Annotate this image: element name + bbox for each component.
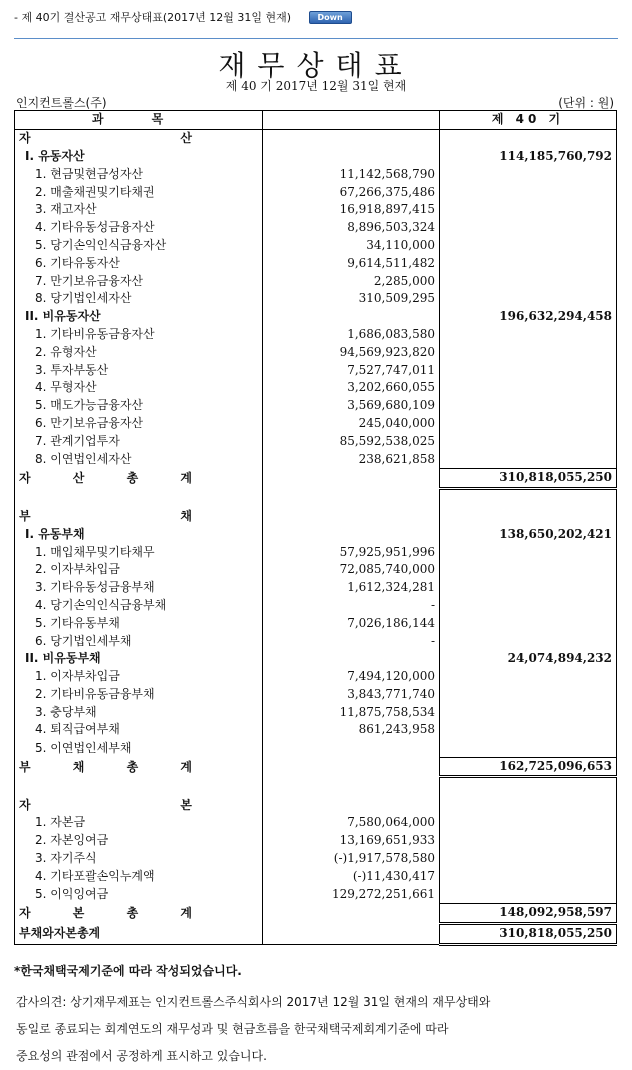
account-label: 6. 당기법인세부채 (15, 632, 263, 650)
table-row (15, 923, 617, 944)
detail-amount: - (263, 632, 440, 650)
total-amount: 196,632,294,458 (499, 309, 612, 324)
detail-amount: 7,026,186,144 (263, 614, 440, 632)
account-label: I. 유동부채 (15, 525, 263, 543)
total-amount (440, 397, 617, 415)
account-label: 5. 매도가능금융자산 (15, 397, 263, 415)
document-subtitle: 제 40 기 2017년 12월 31일 현재 (225, 79, 407, 93)
total-amount (440, 885, 617, 903)
table-row (15, 597, 617, 615)
account-label: 4. 당기손익인식금융부채 (15, 597, 263, 615)
total-amount (440, 201, 617, 219)
account-label: 1. 현금및현금성자산 (15, 165, 263, 183)
table-row (15, 850, 617, 868)
account-label: 5. 당기손익인식금융자산 (15, 237, 263, 255)
audit-line: 중요성의 관점에서 공정하게 표시하고 있습니다. (16, 1049, 267, 1063)
detail-amount (263, 796, 440, 814)
detail-amount (263, 148, 440, 166)
detail-amount (263, 757, 440, 777)
total-amount: 138,650,202,421 (499, 526, 612, 541)
account-label (15, 488, 263, 507)
table-row (15, 867, 617, 885)
detail-amount: - (263, 597, 440, 615)
account-label: II. 비유동자산 (15, 308, 263, 326)
detail-amount: 238,621,858 (263, 450, 440, 468)
account-label: 2. 기타비유동금융부채 (15, 686, 263, 704)
standards-note: *한국채택국제기준에 따라 작성되었습니다. (14, 964, 242, 978)
account-label: 1. 기타비유동금융자산 (15, 326, 263, 344)
total-amount: 114,185,760,792 (499, 148, 612, 163)
account-label: 자 본 총 계 (15, 904, 263, 924)
account-label: 1. 이자부차입금 (15, 668, 263, 686)
total-amount (440, 254, 617, 272)
account-label: 부채와자본총계 (15, 923, 263, 944)
account-column-header: 과 목 (15, 111, 263, 130)
account-label: 자 산 총 계 (15, 468, 263, 488)
detail-amount: 72,085,740,000 (263, 561, 440, 579)
table-row (15, 183, 617, 201)
detail-amount: 245,040,000 (263, 415, 440, 433)
detail-amount (263, 508, 440, 526)
account-label: 8. 당기법인세자산 (15, 290, 263, 308)
table-row (15, 129, 617, 147)
account-label: 2. 매출채권및기타채권 (15, 183, 263, 201)
account-label: 2. 이자부차입금 (15, 561, 263, 579)
detail-amount: 861,243,958 (263, 721, 440, 739)
account-label: 4. 무형자산 (15, 379, 263, 397)
table-row (15, 148, 617, 166)
account-label: 3. 자기주식 (15, 850, 263, 868)
detail-amount (263, 468, 440, 488)
table-row (15, 326, 617, 344)
detail-amount: 7,527,747,011 (263, 361, 440, 379)
detail-amount (263, 129, 440, 147)
detail-amount: 13,169,651,933 (263, 832, 440, 850)
table-row (15, 201, 617, 219)
table-row (15, 832, 617, 850)
total-amount (440, 237, 617, 255)
detail-amount (263, 923, 440, 944)
total-amount (440, 832, 617, 850)
table-row (15, 796, 617, 814)
total-amount (440, 739, 617, 757)
account-label: 6. 만기보유금융자산 (15, 415, 263, 433)
table-row (15, 432, 617, 450)
total-amount (440, 272, 617, 290)
table-row (15, 237, 617, 255)
table-row (15, 343, 617, 361)
table-row (15, 508, 617, 526)
total-amount (440, 508, 617, 526)
total-amount (440, 165, 617, 183)
total-amount: 162,725,096,653 (440, 757, 617, 777)
table-row (15, 885, 617, 903)
total-amount (440, 777, 617, 796)
total-amount (440, 561, 617, 579)
account-label: 2. 자본잉여금 (15, 832, 263, 850)
table-row (15, 468, 617, 488)
download-button[interactable]: Down (309, 11, 352, 24)
balance-sheet-table (14, 110, 617, 946)
total-amount (440, 579, 617, 597)
table-row (15, 379, 617, 397)
table-row (15, 525, 617, 543)
detail-column-header (263, 111, 440, 130)
account-label: 7. 만기보유금융자산 (15, 272, 263, 290)
account-label: 5. 기타유동부채 (15, 614, 263, 632)
account-label (15, 777, 263, 796)
table-row (15, 703, 617, 721)
total-amount (440, 326, 617, 344)
table-row (15, 814, 617, 832)
detail-amount: 94,569,923,820 (263, 343, 440, 361)
total-amount (440, 668, 617, 686)
table-row (15, 290, 617, 308)
table-row (15, 543, 617, 561)
total-amount (440, 450, 617, 468)
account-label: II. 비유동부채 (15, 650, 263, 668)
account-label: 3. 충당부채 (15, 703, 263, 721)
audit-line: 감사의견: 상기재무제표는 인지컨트롤스주식회사의 2017년 12월 31일 현재의 재무상태와 (16, 995, 491, 1009)
table-row (15, 165, 617, 183)
account-label: I. 유동자산 (15, 148, 263, 166)
total-amount (440, 632, 617, 650)
total-amount (440, 686, 617, 704)
table-row (15, 739, 617, 757)
account-label: 5. 이익잉여금 (15, 885, 263, 903)
account-label: 4. 퇴직급여부채 (15, 721, 263, 739)
header-divider (14, 38, 618, 39)
detail-amount: 3,202,660,055 (263, 379, 440, 397)
detail-amount: 8,896,503,324 (263, 219, 440, 237)
total-amount (440, 703, 617, 721)
table-row (15, 254, 617, 272)
total-amount: 310,818,055,250 (440, 468, 617, 488)
total-amount (440, 183, 617, 201)
table-row (15, 361, 617, 379)
table-row (15, 272, 617, 290)
detail-amount: 3,569,680,109 (263, 397, 440, 415)
account-label: 부 채 총 계 (15, 757, 263, 777)
document-title: 재무상태표 (218, 49, 414, 82)
detail-amount: 16,918,897,415 (263, 201, 440, 219)
total-amount (440, 432, 617, 450)
total-amount (440, 867, 617, 885)
detail-amount: 7,494,120,000 (263, 668, 440, 686)
detail-amount: 11,142,568,790 (263, 165, 440, 183)
total-amount (440, 543, 617, 561)
detail-amount: 7,580,064,000 (263, 814, 440, 832)
total-amount (440, 614, 617, 632)
detail-amount: 57,925,951,996 (263, 543, 440, 561)
announcement-header (14, 9, 352, 25)
detail-amount: 1,612,324,281 (263, 579, 440, 597)
company-name: 인지컨트롤스(주) (16, 96, 107, 110)
detail-amount (263, 488, 440, 507)
total-amount (440, 290, 617, 308)
total-amount (440, 219, 617, 237)
table-row (15, 415, 617, 433)
account-label: 1. 자본금 (15, 814, 263, 832)
table-row (15, 397, 617, 415)
audit-opinion (16, 989, 490, 1070)
announcement-title: - 제 40기 결산공고 재무상태표(2017년 12월 31일 현재) (14, 11, 292, 24)
total-amount (440, 850, 617, 868)
total-amount (440, 488, 617, 507)
account-label: 8. 이연법인세자산 (15, 450, 263, 468)
detail-amount: 310,509,295 (263, 290, 440, 308)
table-row (15, 686, 617, 704)
detail-amount: 2,285,000 (263, 272, 440, 290)
table-row (15, 632, 617, 650)
unit-label: (단위 : 원) (558, 96, 614, 110)
account-label: 2. 유형자산 (15, 343, 263, 361)
table-row (15, 488, 617, 507)
total-amount: 148,092,958,597 (440, 904, 617, 924)
account-label: 자 산 (15, 129, 263, 147)
table-row (15, 614, 617, 632)
account-label: 3. 기타유동성금융부채 (15, 579, 263, 597)
account-label: 자 본 (15, 796, 263, 814)
account-label: 5. 이연법인세부채 (15, 739, 263, 757)
table-row (15, 757, 617, 777)
detail-amount: 1,686,083,580 (263, 326, 440, 344)
total-amount (440, 796, 617, 814)
account-label: 7. 관계기업투자 (15, 432, 263, 450)
table-row (15, 721, 617, 739)
detail-amount: 67,266,375,486 (263, 183, 440, 201)
detail-amount: 9,614,511,482 (263, 254, 440, 272)
total-amount (440, 415, 617, 433)
detail-amount: 34,110,000 (263, 237, 440, 255)
detail-amount (263, 777, 440, 796)
table-row (15, 561, 617, 579)
account-label: 부 채 (15, 508, 263, 526)
detail-amount: 3,843,771,740 (263, 686, 440, 704)
table-row (15, 219, 617, 237)
table-row (15, 579, 617, 597)
total-amount (440, 814, 617, 832)
detail-amount (263, 525, 440, 543)
table-header-row (15, 111, 617, 130)
detail-amount (263, 904, 440, 924)
account-label: 3. 투자부동산 (15, 361, 263, 379)
table-row (15, 450, 617, 468)
detail-amount: (-)11,430,417 (263, 867, 440, 885)
table-row (15, 904, 617, 924)
total-amount: 310,818,055,250 (440, 923, 617, 944)
detail-amount: 11,875,758,534 (263, 703, 440, 721)
table-row (15, 308, 617, 326)
table-row (15, 777, 617, 796)
period-column-header: 제 40 기 (440, 111, 617, 130)
table-row (15, 668, 617, 686)
total-amount (440, 129, 617, 147)
account-label: 3. 재고자산 (15, 201, 263, 219)
account-label: 4. 기타포괄손익누계액 (15, 867, 263, 885)
detail-amount (263, 739, 440, 757)
account-label: 4. 기타유동성금융자산 (15, 219, 263, 237)
total-amount (440, 379, 617, 397)
table-row (15, 650, 617, 668)
audit-line: 동일로 종료되는 회계연도의 재무성과 및 현금흐름을 한국채택국제회계기준에 따라 (16, 1022, 449, 1036)
detail-amount: (-)1,917,578,580 (263, 850, 440, 868)
total-amount (440, 597, 617, 615)
detail-amount (263, 308, 440, 326)
total-amount (440, 721, 617, 739)
detail-amount: 85,592,538,025 (263, 432, 440, 450)
total-amount (440, 361, 617, 379)
total-amount: 24,074,894,232 (507, 651, 612, 666)
total-amount (440, 343, 617, 361)
detail-amount (263, 650, 440, 668)
detail-amount: 129,272,251,661 (263, 885, 440, 903)
account-label: 6. 기타유동자산 (15, 254, 263, 272)
account-label: 1. 매입채무및기타채무 (15, 543, 263, 561)
